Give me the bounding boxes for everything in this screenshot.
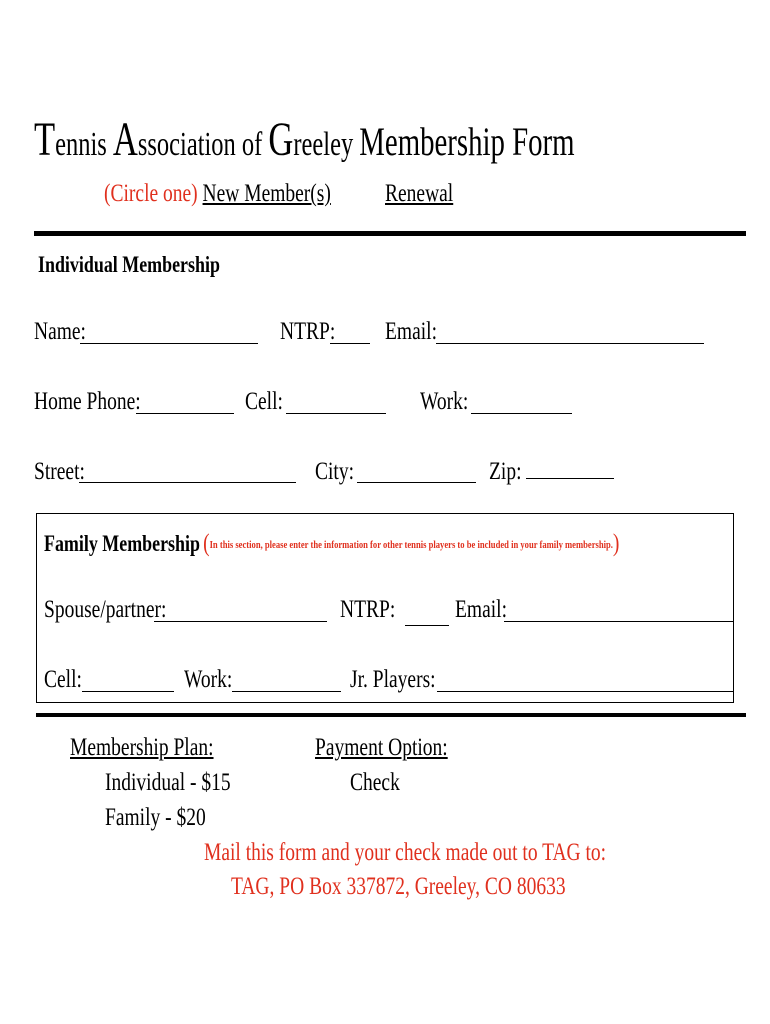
family-note: In this section, please enter the information for other tennis players to be included in your family membership.	[209, 539, 613, 551]
home-phone-field[interactable]	[136, 413, 234, 414]
zip-label-wrap	[489, 458, 531, 486]
title-initial-t: T	[34, 113, 56, 166]
email-field[interactable]	[436, 343, 704, 344]
cell-label: Cell:	[245, 388, 283, 415]
circle-one-row	[104, 180, 395, 208]
work-label-wrap	[420, 388, 482, 416]
top-divider	[34, 231, 746, 236]
renewal-option-wrap	[385, 180, 472, 208]
individual-heading: Individual Membership	[38, 252, 220, 277]
jr-players-label: Jr. Players:	[350, 666, 436, 693]
ntrp-label-wrap	[280, 318, 351, 346]
bottom-divider	[36, 713, 746, 717]
plan-individual: Individual - $15	[105, 769, 231, 796]
family-heading-row	[44, 530, 770, 558]
new-members-option[interactable]: New Member(s)	[202, 180, 331, 207]
mail-line1-wrap	[204, 839, 720, 867]
title-initial-a: A	[112, 113, 138, 166]
mail-line2-wrap	[231, 873, 660, 901]
spouse-field[interactable]	[154, 621, 327, 622]
jr-players-label-wrap	[350, 666, 460, 694]
mail-line1: Mail this form and your check made out to TAG to:	[204, 839, 607, 866]
form-title	[34, 112, 770, 167]
family-work-field[interactable]	[232, 691, 341, 692]
family-ntrp-field[interactable]	[405, 625, 449, 626]
zip-label: Zip:	[489, 458, 522, 485]
plan-family-wrap	[105, 804, 234, 832]
ntrp-label: NTRP:	[280, 318, 336, 345]
spouse-label-wrap	[44, 596, 201, 624]
spouse-label: Spouse/partner:	[44, 596, 167, 623]
email-label: Email:	[385, 318, 437, 345]
home-phone-label-wrap	[34, 388, 171, 416]
family-ntrp-label-wrap	[340, 596, 411, 624]
title-word-tennis: ennis	[55, 126, 113, 163]
family-work-label-wrap	[184, 666, 246, 694]
family-ntrp-label: NTRP:	[340, 596, 396, 623]
email-label-wrap	[385, 318, 452, 346]
family-cell-field[interactable]	[82, 691, 174, 692]
plan-heading-wrap	[70, 734, 254, 762]
family-note-open-paren: (	[203, 530, 210, 557]
cell-label-wrap	[245, 388, 294, 416]
payment-heading: Payment Option:	[315, 734, 448, 761]
individual-heading-wrap	[38, 252, 271, 278]
plan-family: Family - $20	[105, 804, 206, 831]
name-field[interactable]	[80, 343, 258, 344]
payment-check-wrap	[350, 769, 414, 797]
family-cell-label-wrap	[44, 666, 93, 694]
title-word-membership-form: Membership Form	[359, 119, 575, 164]
cell-field[interactable]	[286, 413, 386, 414]
family-work-label: Work:	[184, 666, 233, 693]
renewal-option[interactable]: Renewal	[385, 180, 454, 207]
title-initial-g: G	[268, 113, 294, 166]
work-label: Work:	[420, 388, 469, 415]
title-word-greeley: reeley	[293, 126, 360, 163]
family-cell-label: Cell:	[44, 666, 82, 693]
family-email-field[interactable]	[504, 621, 733, 622]
family-heading: Family Membership	[44, 531, 200, 556]
family-note-close-paren: )	[612, 530, 620, 557]
payment-check: Check	[350, 769, 400, 796]
name-label: Name:	[34, 318, 86, 345]
zip-field[interactable]	[526, 478, 614, 479]
mail-line2: TAG, PO Box 337872, Greeley, CO 80633	[231, 873, 566, 900]
title-word-association: ssociation of	[137, 126, 269, 163]
payment-heading-wrap	[315, 734, 485, 762]
ntrp-field[interactable]	[330, 343, 370, 344]
street-field[interactable]	[79, 482, 296, 483]
family-email-label: Email:	[455, 596, 507, 623]
work-field[interactable]	[471, 413, 572, 414]
jr-players-field[interactable]	[437, 691, 733, 692]
circle-one-hint: (Circle one)	[104, 180, 198, 207]
home-phone-label: Home Phone:	[34, 388, 141, 415]
family-email-label-wrap	[455, 596, 522, 624]
plan-heading: Membership Plan:	[70, 734, 214, 761]
street-label: Street:	[34, 458, 85, 485]
plan-individual-wrap	[105, 769, 266, 797]
city-label: City:	[315, 458, 355, 485]
city-field[interactable]	[357, 482, 476, 483]
name-label-wrap	[34, 318, 101, 346]
